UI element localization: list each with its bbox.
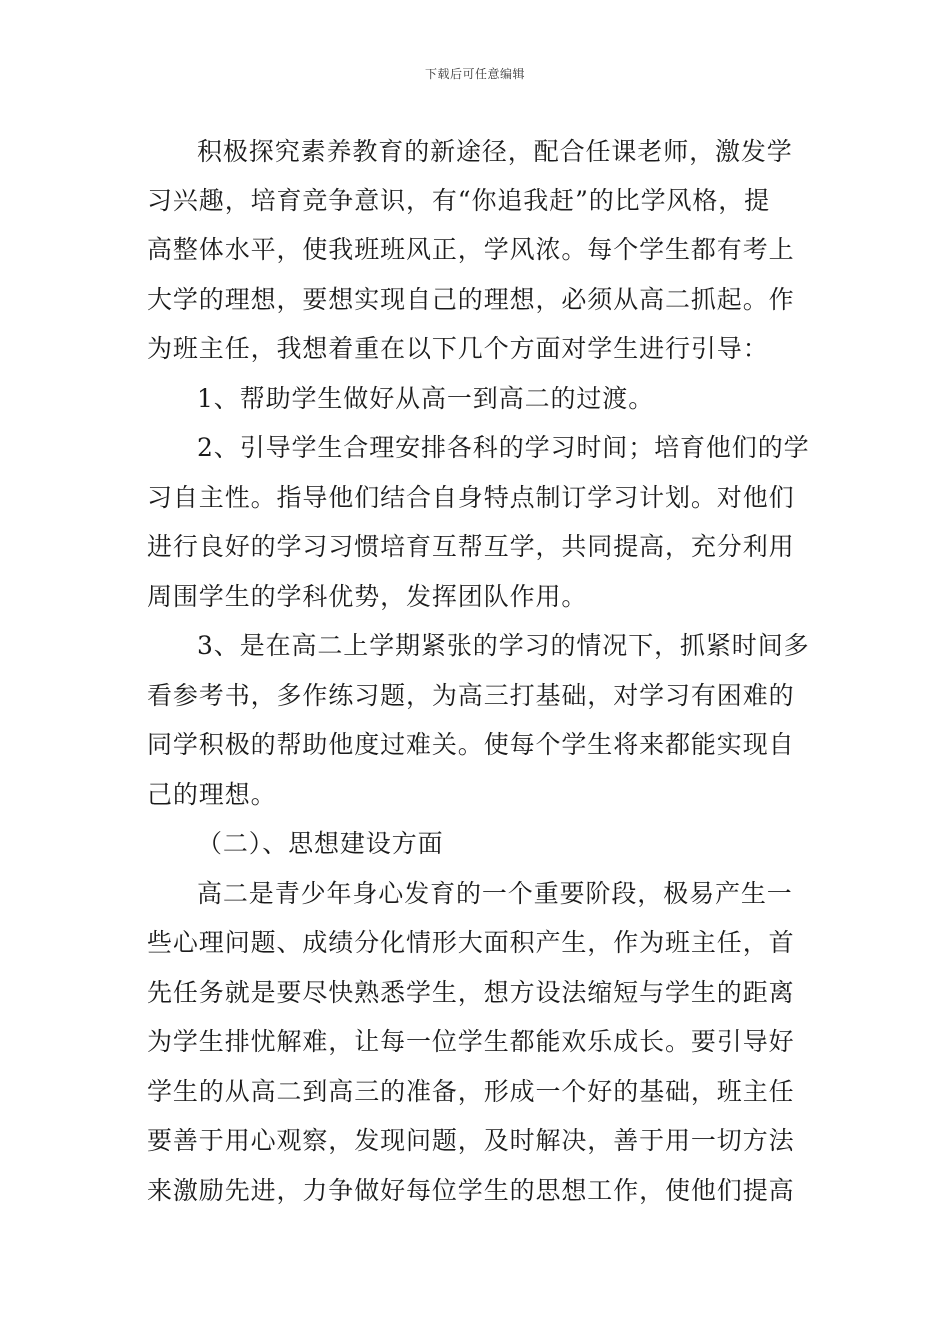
- text-line: 要善于用心观察，发现问题，及时解决，善于用一切方法: [147, 1126, 795, 1155]
- text-line: 看参考书，多作练习题，为高三打基础，对学习有困难的: [147, 681, 795, 710]
- text-line: 先任务就是要尽快熟悉学生，想方设法缩短与学生的距离: [147, 978, 795, 1007]
- text-line: 为班主任，我想着重在以下几个方面对学生进行引导：: [147, 334, 769, 363]
- text-line: 高整体水平，使我班班风正，学风浓。每个学生都有考上: [147, 235, 795, 264]
- page-header: 下载后可任意编辑: [424, 67, 525, 81]
- text-line: 些心理问题、成绩分化情形大面积产生，作为班主任，首: [147, 928, 795, 957]
- text-line: 习自主性。指导他们结合自身特点制订学习计划。对他们: [147, 483, 795, 512]
- text-line: 积极探究素养教育的新途径，配合任课老师，激发学: [197, 137, 793, 166]
- text-line: 进行良好的学习习惯培育互帮互学，共同提高，充分利用: [147, 532, 795, 561]
- section-heading: （二）、思想建设方面: [197, 829, 444, 858]
- list-item-1: 1、帮助学生做好从高一到高二的过渡。: [197, 384, 655, 413]
- text-line: 来激励先进，力争做好每位学生的思想工作，使他们提高: [147, 1176, 795, 1205]
- text-line: 周围学生的学科优势，发挥团队作用。: [147, 582, 588, 611]
- text-line: 己的理想。: [147, 780, 277, 809]
- text-line: 高二是青少年身心发育的一个重要阶段，极易产生一: [197, 879, 793, 908]
- list-item-3: 3、是在高二上学期紧张的学习的情况下，抓紧时间多: [197, 631, 810, 660]
- text-line: 习兴趣，培育竞争意识，有“你追我赶”的比学风格，提: [147, 186, 771, 215]
- text-line: 同学积极的帮助他度过难关。使每个学生将来都能实现自: [147, 730, 795, 759]
- text-line: 学生的从高二到高三的准备，形成一个好的基础，班主任: [147, 1077, 795, 1106]
- text-line: 大学的理想，要想实现自己的理想，必须从高二抓起。作: [147, 285, 795, 314]
- text-line: 为学生排忧解难，让每一位学生都能欢乐成长。要引导好: [147, 1027, 795, 1056]
- list-item-2: 2、引导学生合理安排各科的学习时间；培育他们的学: [197, 433, 810, 462]
